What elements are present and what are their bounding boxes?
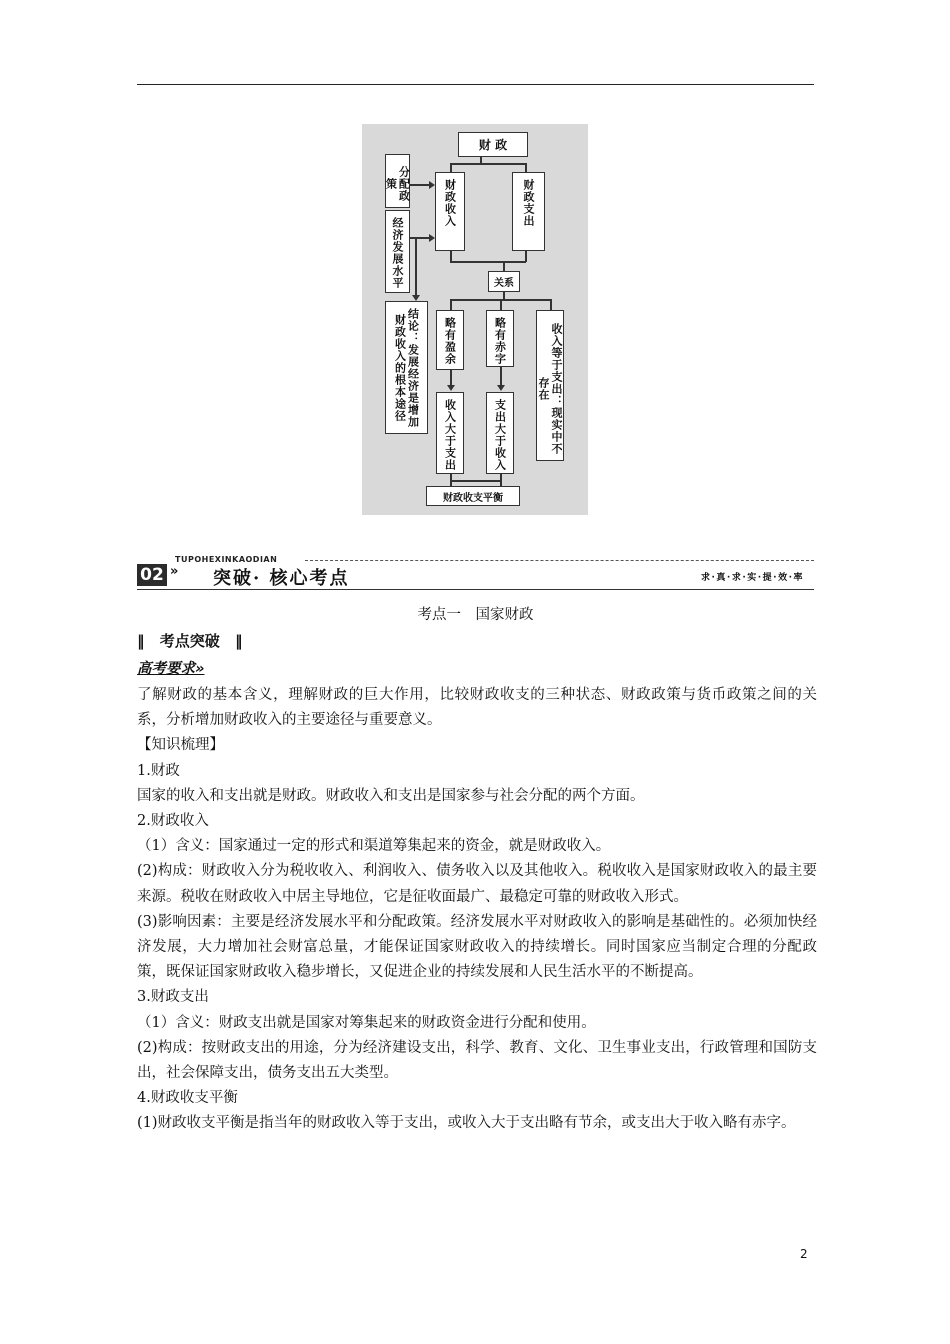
diagram-label: 关系 — [494, 278, 514, 289]
diagram-label: 略有盈余 — [443, 317, 457, 365]
paragraph: (3)影响因素：主要是经济发展水平和分配政策。经济发展水平对财政收入的影响是基础性的。必须加快经济发展，大力增加社会财富总量，才能保证国家财政收入的持续增长。同时国家应当制定合理的分配政策，既保证国家财政收入稳步增长，又促进企业的持续发展和人民生活水平的不断提高。 — [137, 913, 817, 981]
paragraph: 4.财政收支平衡 — [137, 1090, 238, 1107]
paragraph: （1）含义：财政支出就是国家对筹集起来的财政资金进行分配和使用。 — [137, 1014, 596, 1031]
diagram-box-income-greater — [436, 392, 464, 474]
diagram-box-deficit — [486, 310, 514, 367]
paragraph: （1）含义：国家通过一定的形式和渠道筹集起来的资金，就是财政收入。 — [137, 838, 611, 855]
diagram-box-distribution-policy — [385, 154, 410, 208]
requirement-heading: 高考要求» — [137, 661, 205, 677]
chevron-right-icon: » — [170, 564, 179, 579]
diagram-label: 收入等于支出：现实中不存在 — [537, 322, 563, 455]
diagram-box-economic-level — [385, 210, 410, 293]
banner-section-number: 02 — [137, 564, 167, 586]
banner-dotted-line — [305, 560, 814, 561]
diagram-box-surplus — [436, 310, 464, 370]
diagram-box-equal — [536, 310, 564, 461]
paragraph: 1.财政 — [137, 762, 180, 779]
header-rule — [137, 84, 814, 85]
paragraph: (2)构成：财政收入分为税收收入、利润收入、债务收入以及其他收入。税收收入是国家财政收入的最主要来源。税收在财政收入中居主导地位，它是征收面最广、最稳定可靠的财政收入形式。 — [137, 863, 817, 905]
diagram-label: 略有赤字 — [493, 317, 507, 365]
paragraph: (1)财政收支平衡是指当年的财政收入等于支出，或收入大于支出略有节余，或支出大于收入略有赤字。 — [137, 1115, 796, 1132]
paragraph: 3.财政支出 — [137, 989, 209, 1006]
paragraph: 【知识梳理】 — [137, 737, 224, 754]
diagram-label: 结论：发展经济是增加财政收入的根本途径 — [393, 308, 420, 428]
diagram-box-conclusion — [385, 301, 428, 434]
diagram-label: 财政收支平衡 — [443, 492, 503, 504]
banner-title: 突破· 核心考点 — [213, 568, 350, 589]
diagram-box-income — [435, 172, 465, 251]
heading-bar-left: ‖ — [137, 632, 145, 650]
diagram-label: 经济发展水平 — [391, 217, 404, 289]
diagram-box-expense-greater — [486, 392, 514, 474]
diagram-box-balance — [426, 486, 520, 506]
banner-motto: 求·真·求·实·提·效·率 — [700, 573, 804, 583]
diagram-label: 收入大于支出 — [443, 399, 457, 471]
banner-pinyin: TUPOHEXINKAODIAN — [175, 555, 278, 564]
paragraph: 国家的收入和支出就是财政。财政收入和支出是国家参与社会分配的两个方面。 — [137, 787, 645, 804]
diagram-label: 财 政 — [478, 138, 508, 152]
sub-heading-text: 考点突破 — [159, 632, 220, 650]
sub-heading — [137, 630, 242, 651]
page-number: 2 — [800, 1247, 808, 1261]
heading-bar-right: ‖ — [234, 632, 243, 650]
body-text — [137, 683, 817, 1137]
finance-concept-diagram — [362, 124, 588, 515]
diagram-label: 分配政策 — [384, 166, 411, 202]
diagram-label: 支出大于收入 — [493, 399, 507, 471]
diagram-label: 财政收入 — [443, 179, 457, 227]
banner-rule — [137, 589, 814, 590]
diagram-label: 财政支出 — [522, 179, 535, 227]
paragraph: 2.财政收入 — [137, 813, 209, 830]
paragraph: 了解财政的基本含义，理解财政的巨大作用，比较财政收支的三种状态、财政政策与货币政策之间的关系，分析增加财政收入的主要途径与重要意义。 — [137, 687, 817, 729]
paragraph: (2)构成：按财政支出的用途，分为经济建设支出，科学、教育、文化、卫生事业支出，行政管理和国防支出，社会保障支出，债务支出五大类型。 — [137, 1039, 817, 1082]
diagram-box-finance — [458, 132, 528, 157]
diagram-box-relation — [488, 271, 520, 292]
diagram-box-expense — [512, 172, 545, 251]
point-title: 考点一 国家财政 — [417, 607, 534, 623]
section-banner — [137, 555, 814, 591]
